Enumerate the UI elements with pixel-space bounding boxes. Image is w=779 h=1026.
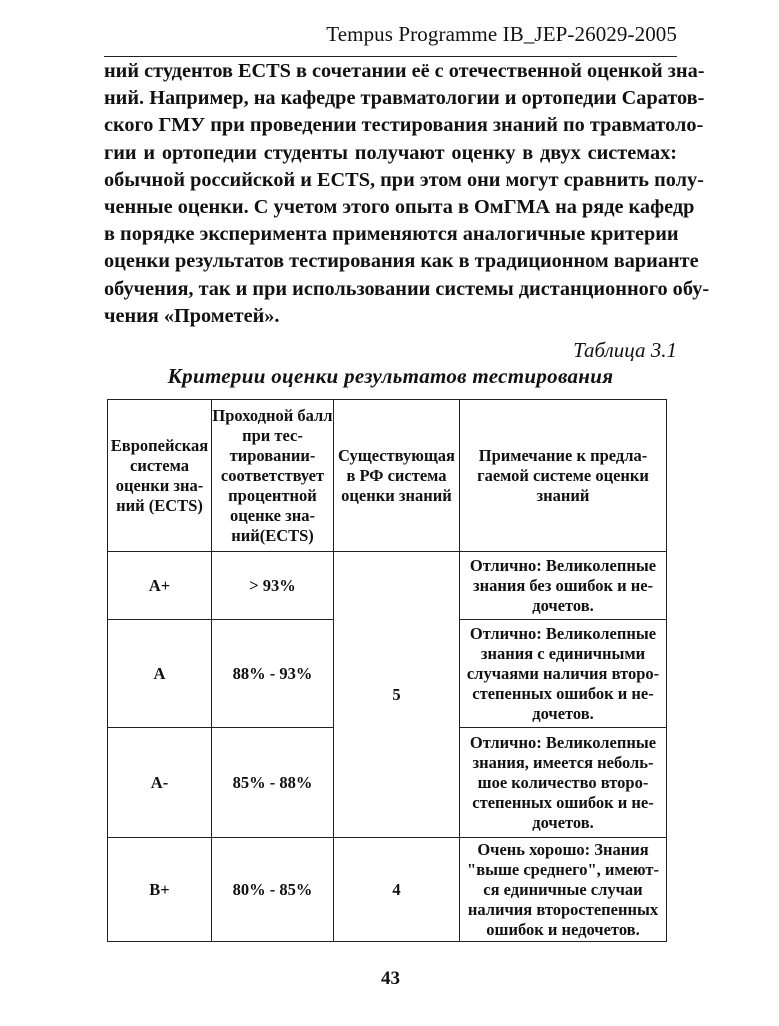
grade-cell: A- — [108, 728, 212, 838]
paragraph-line: обучения, так и при использовании системы дистанционного обу- — [104, 277, 710, 300]
table-title: Критерии оценки результатов тестирования — [167, 364, 614, 388]
score-cell: > 93% — [212, 552, 334, 620]
table-label: Таблица 3.1 — [573, 338, 677, 362]
table-row — [108, 552, 667, 620]
note-cell: Отлично: Великолепные знания, имеется неболь-шое количество второ-степенных ошибок и не-дочетов. — [460, 728, 667, 838]
grade-cell: A — [108, 620, 212, 728]
paragraph-line: ний. Например, на кафедре травматологии и ортопедии Саратов- — [104, 87, 705, 110]
header-passing-score: Проходной балл при тес-тировании-соответствует процентной оценке зна-ний(ECTS) — [212, 400, 334, 552]
score-cell: 85% - 88% — [212, 728, 334, 838]
paragraph-line: ченные оценки. С учетом этого опыта в ОмГМА на ряде кафедр — [104, 196, 695, 219]
criteria-table — [107, 399, 667, 942]
table-row — [108, 838, 667, 942]
page-number: 43 — [381, 968, 400, 989]
paragraph-line: гии и ортопедии студенты получают оценку в двух системах: — [104, 141, 677, 164]
paragraph-line: ний студентов ECTS в сочетании её с отечественной оценкой зна- — [104, 60, 705, 82]
score-cell: 88% - 93% — [212, 620, 334, 728]
paragraph-line: обычной российской и ECTS, при этом они могут сравнить полу- — [104, 168, 704, 191]
header-note: Примечание к предла-гаемой системе оценки знаний — [460, 400, 667, 552]
running-header: Tempus Programme IB_JEP-26029-2005 — [326, 22, 677, 46]
paragraph-line: оценки результатов тестирования как в традиционном варианте — [104, 250, 699, 273]
table-header-row — [108, 400, 667, 552]
header-rf-system: Существующая в РФ система оценки знаний — [334, 400, 460, 552]
score-cell: 80% - 85% — [212, 838, 334, 942]
paragraph-line: в порядке эксперимента применяются аналогичные критерии — [104, 223, 679, 246]
header-ects: Европейская система оценки зна-ний (ECTS) — [108, 400, 212, 552]
body-paragraph — [104, 58, 710, 330]
paragraph-line: чения «Прометей». — [104, 304, 280, 327]
grade-cell: B+ — [108, 838, 212, 942]
note-cell: Отлично: Великолепные знания с единичными случаями наличия второ-степенных ошибок и не-дочетов. — [460, 620, 667, 728]
rf-grade-cell: 5 — [334, 552, 460, 838]
note-cell: Отлично: Великолепные знания без ошибок и не-дочетов. — [460, 552, 667, 620]
grade-cell: A+ — [108, 552, 212, 620]
paragraph-line: ского ГМУ при проведении тестирования знаний по травматоло- — [104, 114, 704, 137]
note-cell: Очень хорошо: Знания "выше среднего", имеют-ся единичные случаи наличия второстепенных ошибок и недочетов. — [460, 838, 667, 942]
header-rule — [104, 56, 677, 57]
rf-grade-cell: 4 — [334, 838, 460, 942]
